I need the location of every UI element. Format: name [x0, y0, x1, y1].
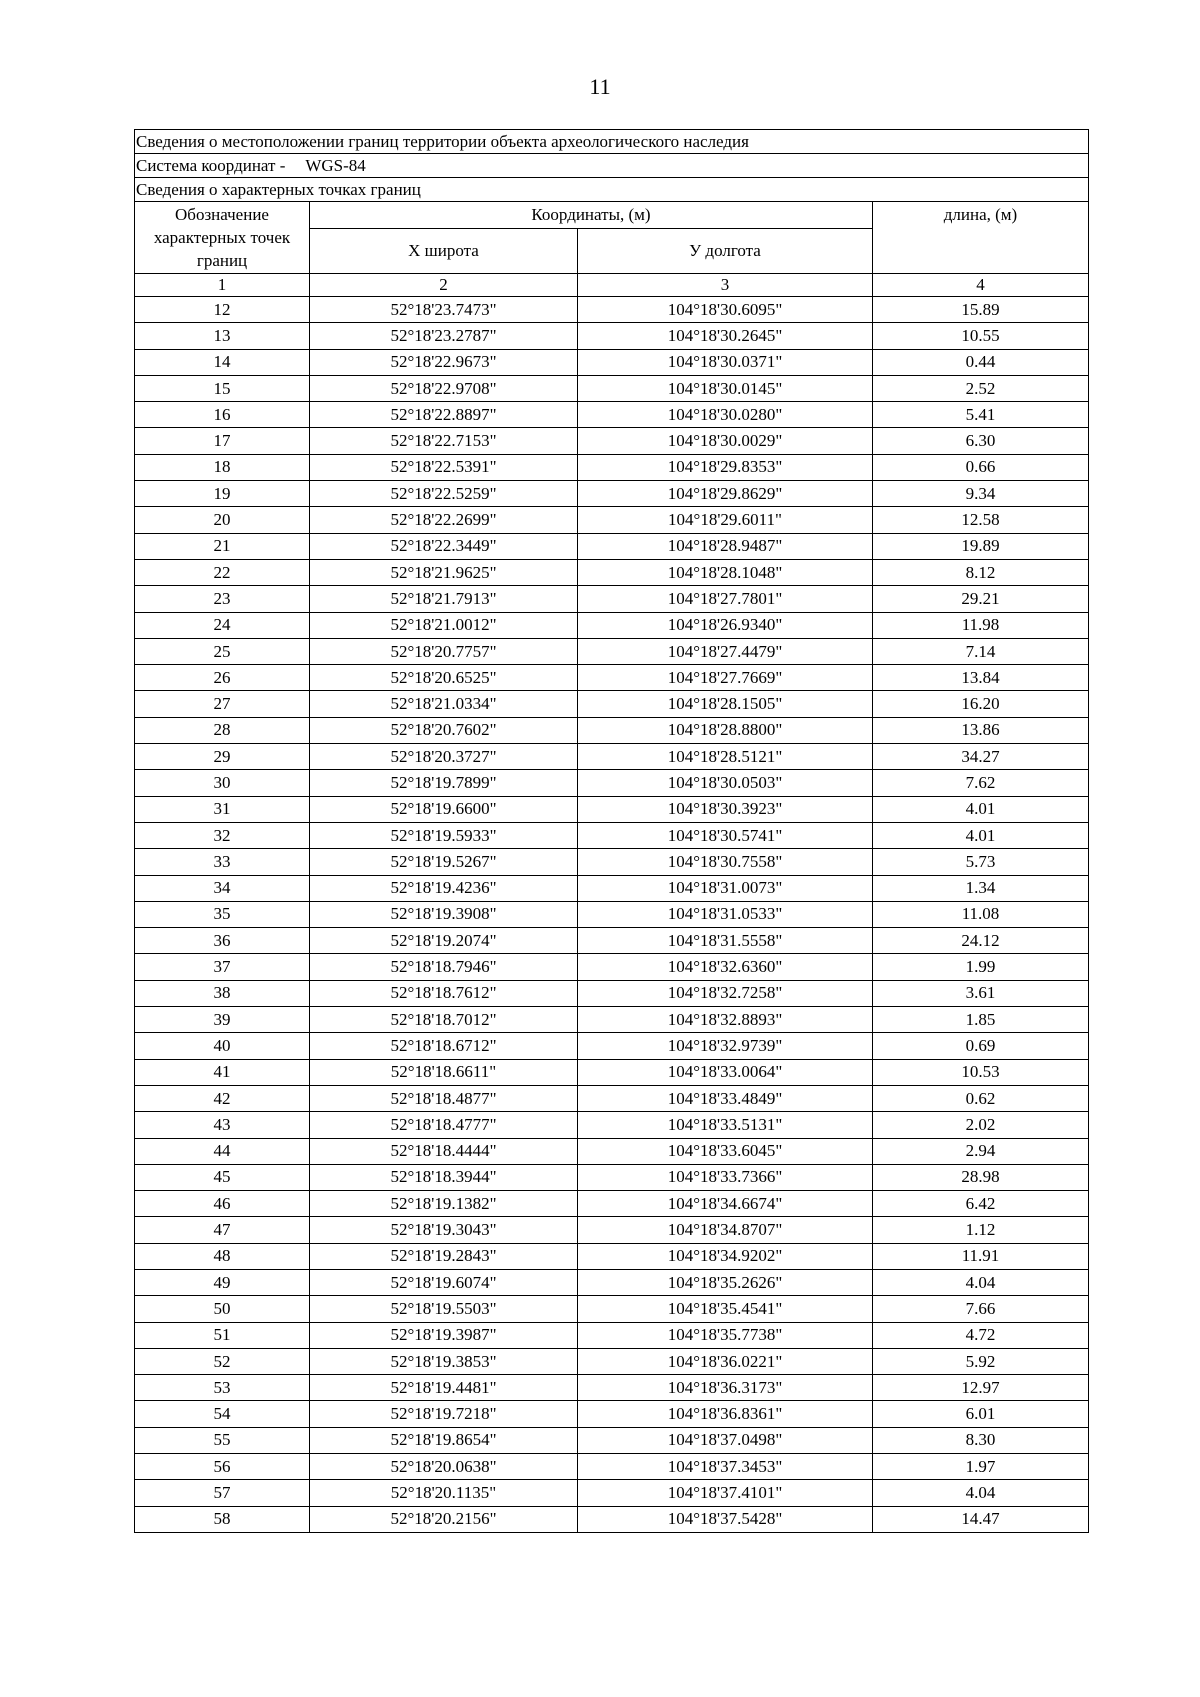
point-id-cell: 23	[135, 586, 310, 612]
latitude-cell: 52°18'18.4777"	[310, 1112, 578, 1138]
point-id-cell: 43	[135, 1112, 310, 1138]
point-id-cell: 15	[135, 375, 310, 401]
length-cell: 15.89	[873, 297, 1089, 323]
latitude-cell: 52°18'20.0638"	[310, 1454, 578, 1480]
point-id-cell: 44	[135, 1138, 310, 1164]
table-row	[135, 1217, 1089, 1243]
table-row	[135, 744, 1089, 770]
table-row	[135, 481, 1089, 507]
point-id-cell: 19	[135, 481, 310, 507]
coord-system-value: WGS-84	[305, 155, 366, 175]
length-cell: 8.12	[873, 559, 1089, 585]
length-cell: 7.66	[873, 1296, 1089, 1322]
table-row	[135, 612, 1089, 638]
table-row	[135, 454, 1089, 480]
longitude-cell: 104°18'32.6360"	[578, 954, 873, 980]
point-id-cell: 45	[135, 1164, 310, 1190]
designation-header: Обозначение характерных точек границ	[135, 202, 310, 274]
latitude-cell: 52°18'18.7012"	[310, 1007, 578, 1033]
points-header-row	[135, 178, 1089, 202]
point-id-cell: 40	[135, 1033, 310, 1059]
point-id-cell: 49	[135, 1269, 310, 1295]
table-row	[135, 796, 1089, 822]
table-row	[135, 1480, 1089, 1506]
table-title-row	[135, 130, 1089, 154]
table-row	[135, 928, 1089, 954]
longitude-cell: 104°18'33.6045"	[578, 1138, 873, 1164]
longitude-cell: 104°18'30.0371"	[578, 349, 873, 375]
length-cell: 10.53	[873, 1059, 1089, 1085]
latitude-cell: 52°18'19.2843"	[310, 1243, 578, 1269]
latitude-cell: 52°18'19.7899"	[310, 770, 578, 796]
latitude-cell: 52°18'19.1382"	[310, 1191, 578, 1217]
length-header: длина, (м)	[873, 202, 1089, 274]
table-row	[135, 1506, 1089, 1532]
length-cell: 11.08	[873, 901, 1089, 927]
length-cell: 0.66	[873, 454, 1089, 480]
length-cell: 6.42	[873, 1191, 1089, 1217]
point-id-cell: 32	[135, 822, 310, 848]
table-row	[135, 1427, 1089, 1453]
longitude-cell: 104°18'30.2645"	[578, 323, 873, 349]
column-number: 2	[310, 274, 578, 297]
table-row	[135, 1296, 1089, 1322]
point-id-cell: 24	[135, 612, 310, 638]
table-body	[135, 297, 1089, 1533]
longitude-cell: 104°18'29.8629"	[578, 481, 873, 507]
length-cell: 3.61	[873, 980, 1089, 1006]
latitude-cell: 52°18'18.7946"	[310, 954, 578, 980]
latitude-cell: 52°18'19.4236"	[310, 875, 578, 901]
latitude-cell: 52°18'19.6600"	[310, 796, 578, 822]
length-cell: 1.12	[873, 1217, 1089, 1243]
longitude-cell: 104°18'28.8800"	[578, 717, 873, 743]
latitude-cell: 52°18'20.3727"	[310, 744, 578, 770]
table-row	[135, 1164, 1089, 1190]
latitude-cell: 52°18'18.7612"	[310, 980, 578, 1006]
table-row	[135, 375, 1089, 401]
longitude-cell: 104°18'31.0073"	[578, 875, 873, 901]
length-cell: 4.72	[873, 1322, 1089, 1348]
longitude-cell: 104°18'35.2626"	[578, 1269, 873, 1295]
length-cell: 10.55	[873, 323, 1089, 349]
latitude-cell: 52°18'21.9625"	[310, 559, 578, 585]
table-row	[135, 349, 1089, 375]
point-id-cell: 34	[135, 875, 310, 901]
table-row	[135, 402, 1089, 428]
point-id-cell: 27	[135, 691, 310, 717]
point-id-cell: 14	[135, 349, 310, 375]
table-header	[135, 130, 1089, 297]
length-cell: 1.99	[873, 954, 1089, 980]
table-row	[135, 559, 1089, 585]
point-id-cell: 33	[135, 849, 310, 875]
length-cell: 5.92	[873, 1348, 1089, 1374]
latitude-cell: 52°18'18.6611"	[310, 1059, 578, 1085]
latitude-cell: 52°18'19.5503"	[310, 1296, 578, 1322]
point-id-cell: 41	[135, 1059, 310, 1085]
length-cell: 1.85	[873, 1007, 1089, 1033]
longitude-cell: 104°18'27.7801"	[578, 586, 873, 612]
point-id-cell: 31	[135, 796, 310, 822]
length-cell: 6.30	[873, 428, 1089, 454]
point-id-cell: 20	[135, 507, 310, 533]
header-row-1	[135, 202, 1089, 229]
length-cell: 11.91	[873, 1243, 1089, 1269]
table-row	[135, 849, 1089, 875]
table-row	[135, 665, 1089, 691]
table-row	[135, 1059, 1089, 1085]
table-row	[135, 1348, 1089, 1374]
longitude-cell: 104°18'37.3453"	[578, 1454, 873, 1480]
longitude-cell: 104°18'29.8353"	[578, 454, 873, 480]
latitude-cell: 52°18'19.3987"	[310, 1322, 578, 1348]
table-row	[135, 297, 1089, 323]
table-row	[135, 1085, 1089, 1111]
length-cell: 5.73	[873, 849, 1089, 875]
latitude-cell: 52°18'22.5259"	[310, 481, 578, 507]
latitude-cell: 52°18'18.3944"	[310, 1164, 578, 1190]
length-cell: 12.58	[873, 507, 1089, 533]
latitude-cell: 52°18'18.4877"	[310, 1085, 578, 1111]
longitude-cell: 104°18'30.0145"	[578, 375, 873, 401]
point-id-cell: 42	[135, 1085, 310, 1111]
latitude-cell: 52°18'22.7153"	[310, 428, 578, 454]
table-row	[135, 691, 1089, 717]
longitude-cell: 104°18'30.3923"	[578, 796, 873, 822]
longitude-cell: 104°18'35.7738"	[578, 1322, 873, 1348]
point-id-cell: 51	[135, 1322, 310, 1348]
table-row	[135, 717, 1089, 743]
length-cell: 4.01	[873, 822, 1089, 848]
point-id-cell: 46	[135, 1191, 310, 1217]
point-id-cell: 29	[135, 744, 310, 770]
table-row	[135, 822, 1089, 848]
latitude-cell: 52°18'20.2156"	[310, 1506, 578, 1532]
table-row	[135, 770, 1089, 796]
longitude-cell: 104°18'34.6674"	[578, 1191, 873, 1217]
longitude-cell: 104°18'33.5131"	[578, 1112, 873, 1138]
points-header: Сведения о характерных точках границ	[135, 178, 1089, 202]
length-cell: 7.14	[873, 638, 1089, 664]
x-latitude-header: Х широта	[310, 229, 578, 274]
longitude-cell: 104°18'30.0280"	[578, 402, 873, 428]
length-cell: 0.62	[873, 1085, 1089, 1111]
longitude-cell: 104°18'30.0503"	[578, 770, 873, 796]
coord-system-label: Система координат -	[136, 155, 286, 175]
latitude-cell: 52°18'20.7757"	[310, 638, 578, 664]
latitude-cell: 52°18'19.8654"	[310, 1427, 578, 1453]
latitude-cell: 52°18'22.8897"	[310, 402, 578, 428]
longitude-cell: 104°18'32.9739"	[578, 1033, 873, 1059]
point-id-cell: 54	[135, 1401, 310, 1427]
point-id-cell: 55	[135, 1427, 310, 1453]
table-title: Сведения о местоположении границ территории объекта археологического наследия	[135, 130, 1089, 154]
latitude-cell: 52°18'22.9708"	[310, 375, 578, 401]
length-cell: 29.21	[873, 586, 1089, 612]
table-row	[135, 1269, 1089, 1295]
table-row	[135, 954, 1089, 980]
longitude-cell: 104°18'31.0533"	[578, 901, 873, 927]
latitude-cell: 52°18'23.7473"	[310, 297, 578, 323]
longitude-cell: 104°18'30.7558"	[578, 849, 873, 875]
longitude-cell: 104°18'30.0029"	[578, 428, 873, 454]
length-cell: 1.97	[873, 1454, 1089, 1480]
length-cell: 4.01	[873, 796, 1089, 822]
length-cell: 0.69	[873, 1033, 1089, 1059]
latitude-cell: 52°18'20.6525"	[310, 665, 578, 691]
length-cell: 19.89	[873, 533, 1089, 559]
longitude-cell: 104°18'27.7669"	[578, 665, 873, 691]
longitude-cell: 104°18'30.5741"	[578, 822, 873, 848]
longitude-cell: 104°18'28.1505"	[578, 691, 873, 717]
longitude-cell: 104°18'28.9487"	[578, 533, 873, 559]
table-row	[135, 1138, 1089, 1164]
length-cell: 16.20	[873, 691, 1089, 717]
point-id-cell: 28	[135, 717, 310, 743]
longitude-cell: 104°18'37.5428"	[578, 1506, 873, 1532]
column-number: 1	[135, 274, 310, 297]
point-id-cell: 26	[135, 665, 310, 691]
point-id-cell: 57	[135, 1480, 310, 1506]
table-row	[135, 1112, 1089, 1138]
table-row	[135, 638, 1089, 664]
point-id-cell: 25	[135, 638, 310, 664]
length-cell: 34.27	[873, 744, 1089, 770]
length-cell: 9.34	[873, 481, 1089, 507]
table-row	[135, 980, 1089, 1006]
table-row	[135, 1007, 1089, 1033]
length-cell: 0.44	[873, 349, 1089, 375]
latitude-cell: 52°18'20.7602"	[310, 717, 578, 743]
latitude-cell: 52°18'23.2787"	[310, 323, 578, 349]
boundary-points-table	[134, 129, 1089, 1533]
point-id-cell: 56	[135, 1454, 310, 1480]
table-row	[135, 1401, 1089, 1427]
table-row	[135, 1243, 1089, 1269]
coord-system-cell	[135, 154, 1089, 178]
table-row	[135, 533, 1089, 559]
longitude-cell: 104°18'35.4541"	[578, 1296, 873, 1322]
length-cell: 8.30	[873, 1427, 1089, 1453]
latitude-cell: 52°18'19.3908"	[310, 901, 578, 927]
y-longitude-header: У долгота	[578, 229, 873, 274]
table-row	[135, 323, 1089, 349]
page-number: 11	[589, 74, 611, 99]
point-id-cell: 30	[135, 770, 310, 796]
longitude-cell: 104°18'33.0064"	[578, 1059, 873, 1085]
point-id-cell: 18	[135, 454, 310, 480]
latitude-cell: 52°18'22.3449"	[310, 533, 578, 559]
table-row	[135, 875, 1089, 901]
point-id-cell: 38	[135, 980, 310, 1006]
point-id-cell: 22	[135, 559, 310, 585]
table-row	[135, 586, 1089, 612]
longitude-cell: 104°18'28.5121"	[578, 744, 873, 770]
latitude-cell: 52°18'18.4444"	[310, 1138, 578, 1164]
length-cell: 6.01	[873, 1401, 1089, 1427]
length-cell: 24.12	[873, 928, 1089, 954]
table-row	[135, 1191, 1089, 1217]
point-id-cell: 47	[135, 1217, 310, 1243]
length-cell: 12.97	[873, 1375, 1089, 1401]
length-cell: 13.86	[873, 717, 1089, 743]
length-cell: 2.94	[873, 1138, 1089, 1164]
point-id-cell: 13	[135, 323, 310, 349]
point-id-cell: 53	[135, 1375, 310, 1401]
latitude-cell: 52°18'18.6712"	[310, 1033, 578, 1059]
column-number: 3	[578, 274, 873, 297]
longitude-cell: 104°18'34.8707"	[578, 1217, 873, 1243]
latitude-cell: 52°18'19.4481"	[310, 1375, 578, 1401]
longitude-cell: 104°18'32.8893"	[578, 1007, 873, 1033]
point-id-cell: 17	[135, 428, 310, 454]
latitude-cell: 52°18'21.0012"	[310, 612, 578, 638]
table-row	[135, 1322, 1089, 1348]
coordinates-header: Координаты, (м)	[310, 202, 873, 229]
latitude-cell: 52°18'19.6074"	[310, 1269, 578, 1295]
longitude-cell: 104°18'33.7366"	[578, 1164, 873, 1190]
longitude-cell: 104°18'31.5558"	[578, 928, 873, 954]
length-cell: 7.62	[873, 770, 1089, 796]
column-numbers-row	[135, 274, 1089, 297]
point-id-cell: 21	[135, 533, 310, 559]
table-row	[135, 428, 1089, 454]
point-id-cell: 50	[135, 1296, 310, 1322]
latitude-cell: 52°18'21.7913"	[310, 586, 578, 612]
latitude-cell: 52°18'22.5391"	[310, 454, 578, 480]
latitude-cell: 52°18'19.5267"	[310, 849, 578, 875]
latitude-cell: 52°18'22.2699"	[310, 507, 578, 533]
longitude-cell: 104°18'27.4479"	[578, 638, 873, 664]
point-id-cell: 37	[135, 954, 310, 980]
point-id-cell: 16	[135, 402, 310, 428]
latitude-cell: 52°18'19.3853"	[310, 1348, 578, 1374]
latitude-cell: 52°18'19.2074"	[310, 928, 578, 954]
longitude-cell: 104°18'33.4849"	[578, 1085, 873, 1111]
point-id-cell: 35	[135, 901, 310, 927]
longitude-cell: 104°18'36.8361"	[578, 1401, 873, 1427]
longitude-cell: 104°18'29.6011"	[578, 507, 873, 533]
length-cell: 1.34	[873, 875, 1089, 901]
longitude-cell: 104°18'26.9340"	[578, 612, 873, 638]
table-row	[135, 901, 1089, 927]
latitude-cell: 52°18'21.0334"	[310, 691, 578, 717]
length-cell: 13.84	[873, 665, 1089, 691]
latitude-cell: 52°18'20.1135"	[310, 1480, 578, 1506]
length-cell: 2.52	[873, 375, 1089, 401]
longitude-cell: 104°18'37.4101"	[578, 1480, 873, 1506]
point-id-cell: 36	[135, 928, 310, 954]
length-cell: 5.41	[873, 402, 1089, 428]
table-row	[135, 1033, 1089, 1059]
table-row	[135, 1454, 1089, 1480]
coord-system-row	[135, 154, 1089, 178]
table-row	[135, 507, 1089, 533]
length-cell: 2.02	[873, 1112, 1089, 1138]
longitude-cell: 104°18'36.3173"	[578, 1375, 873, 1401]
latitude-cell: 52°18'22.9673"	[310, 349, 578, 375]
length-cell: 14.47	[873, 1506, 1089, 1532]
length-cell: 28.98	[873, 1164, 1089, 1190]
point-id-cell: 39	[135, 1007, 310, 1033]
latitude-cell: 52°18'19.7218"	[310, 1401, 578, 1427]
longitude-cell: 104°18'30.6095"	[578, 297, 873, 323]
latitude-cell: 52°18'19.3043"	[310, 1217, 578, 1243]
longitude-cell: 104°18'36.0221"	[578, 1348, 873, 1374]
length-cell: 11.98	[873, 612, 1089, 638]
point-id-cell: 48	[135, 1243, 310, 1269]
point-id-cell: 52	[135, 1348, 310, 1374]
point-id-cell: 12	[135, 297, 310, 323]
length-cell: 4.04	[873, 1480, 1089, 1506]
column-number: 4	[873, 274, 1089, 297]
longitude-cell: 104°18'32.7258"	[578, 980, 873, 1006]
longitude-cell: 104°18'34.9202"	[578, 1243, 873, 1269]
table-row	[135, 1375, 1089, 1401]
latitude-cell: 52°18'19.5933"	[310, 822, 578, 848]
longitude-cell: 104°18'37.0498"	[578, 1427, 873, 1453]
longitude-cell: 104°18'28.1048"	[578, 559, 873, 585]
length-cell: 4.04	[873, 1269, 1089, 1295]
point-id-cell: 58	[135, 1506, 310, 1532]
